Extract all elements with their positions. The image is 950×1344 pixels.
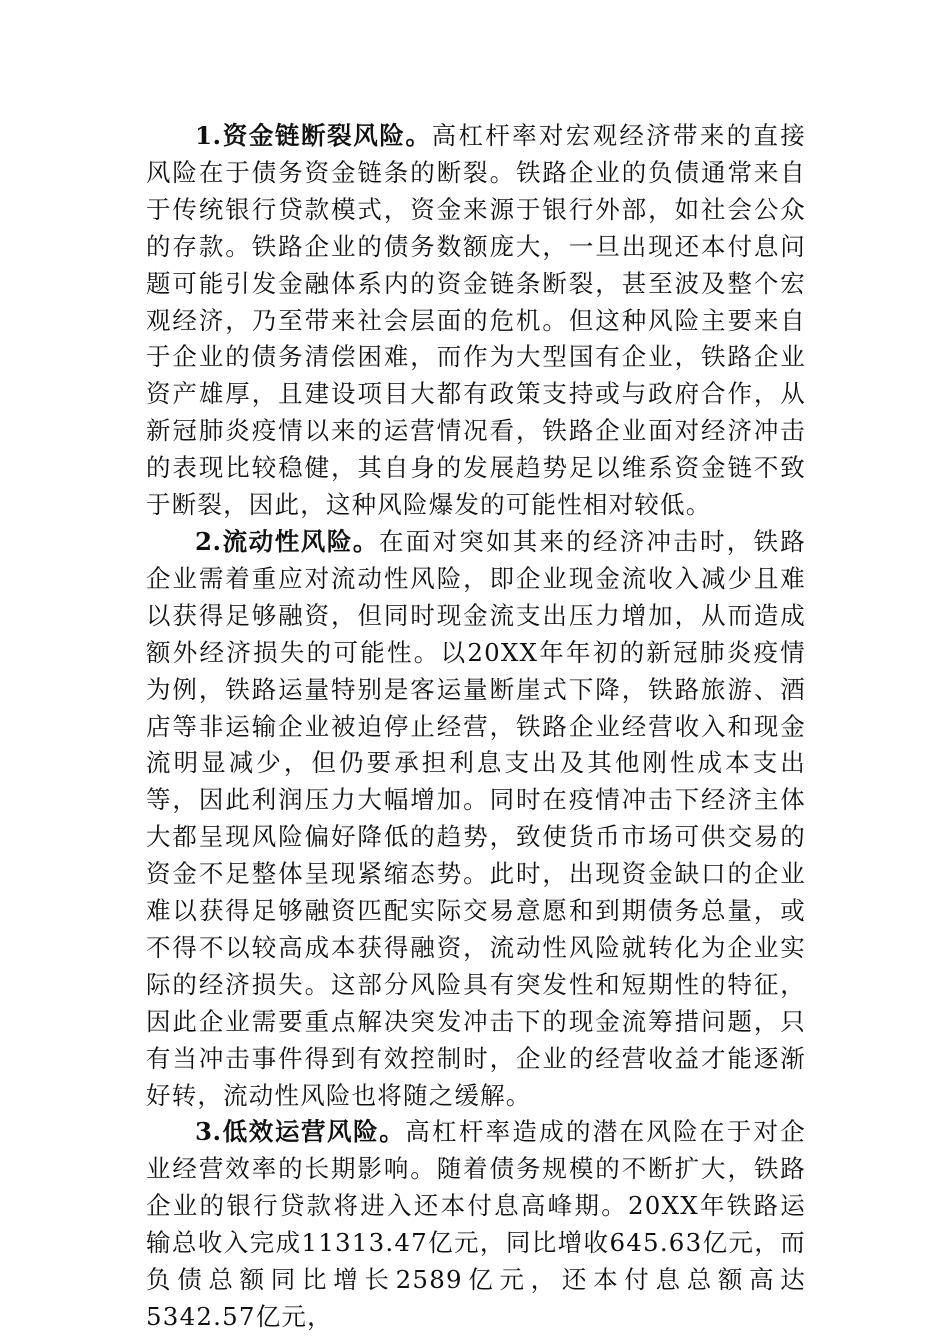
section-body: 在面对突如其来的经济冲击时，铁路企业需着重应对流动性风险，即企业现金流收入减少且难以获得足够融资，但同时现金流支出压力增加，从而造成额外经济损失的可能性。以20XX年年初的新冠肺炎疫情为例，铁路运量特别是客运量断崖式下降，铁路旅游、酒店等非运输企业被迫停止经营，铁路企业经营收入和现金流明显减少，但仍要承担利息支出及其他刚性成本支出等，因此利润压力大幅增加。同时在疫情冲击下经济主体大都呈现风险偏好降低的趋势，致使货币市场可供交易的资金不足整体呈现紧缩态势。此时，出现资金缺口的企业难以获得足够融资匹配实际交易意愿和到期债务总量，或不得不以较高成本获得融资，流动性风险就转化为企业实际的经济损失。这部分风险具有突发性和短期性的特征，因此企业需要重点解决突发冲击下的现金流筹措问题，只有当冲击事件得到有效控制时，企业的经营收益才能逐渐好转，流动性风险也将随之缓解。 bbox=[146, 526, 806, 1110]
section-heading: 1.资金链断裂风险。 bbox=[195, 121, 432, 150]
section-body: 高杠杆率对宏观经济带来的直接风险在于债务资金链条的断裂。铁路企业的负债通常来自于传统银行贷款模式，资金来源于银行外部，如社会公众的存款。铁路企业的债务数额庞大，一旦出现还本付息问题可能引发金融体系内的资金链条断裂，甚至波及整个宏观经济，乃至带来社会层面的危机。但这种风险主要来自于企业的债务清偿困难，而作为大型国有企业，铁路企业资产雄厚，且建设项目大都有政策支持或与政府合作，从新冠肺炎疫情以来的运营情况看，铁路企业面对经济冲击的表现比较稳健，其自身的发展趋势足以维系资金链不致于断裂，因此，这种风险爆发的可能性相对较低。 bbox=[146, 121, 806, 520]
paragraph-capital-chain-risk bbox=[146, 118, 806, 524]
paragraph-liquidity-risk bbox=[146, 524, 806, 1115]
section-body: 高杠杆率造成的潜在风险在于对企业经营效率的长期影响。随着债务规模的不断扩大，铁路企业的银行贷款将进入还本付息高峰期。20XX年铁路运输总收入完成11313.47亿元，同比增收645.63亿元，而负债总额同比增长2589亿元，还本付息总额高达5342.57亿元， bbox=[146, 1117, 807, 1331]
document-page bbox=[146, 118, 806, 1336]
paragraph-inefficient-operation-risk bbox=[146, 1114, 806, 1335]
section-heading: 2.流动性风险。 bbox=[195, 526, 379, 556]
section-heading: 3.低效运营风险。 bbox=[195, 1117, 406, 1147]
